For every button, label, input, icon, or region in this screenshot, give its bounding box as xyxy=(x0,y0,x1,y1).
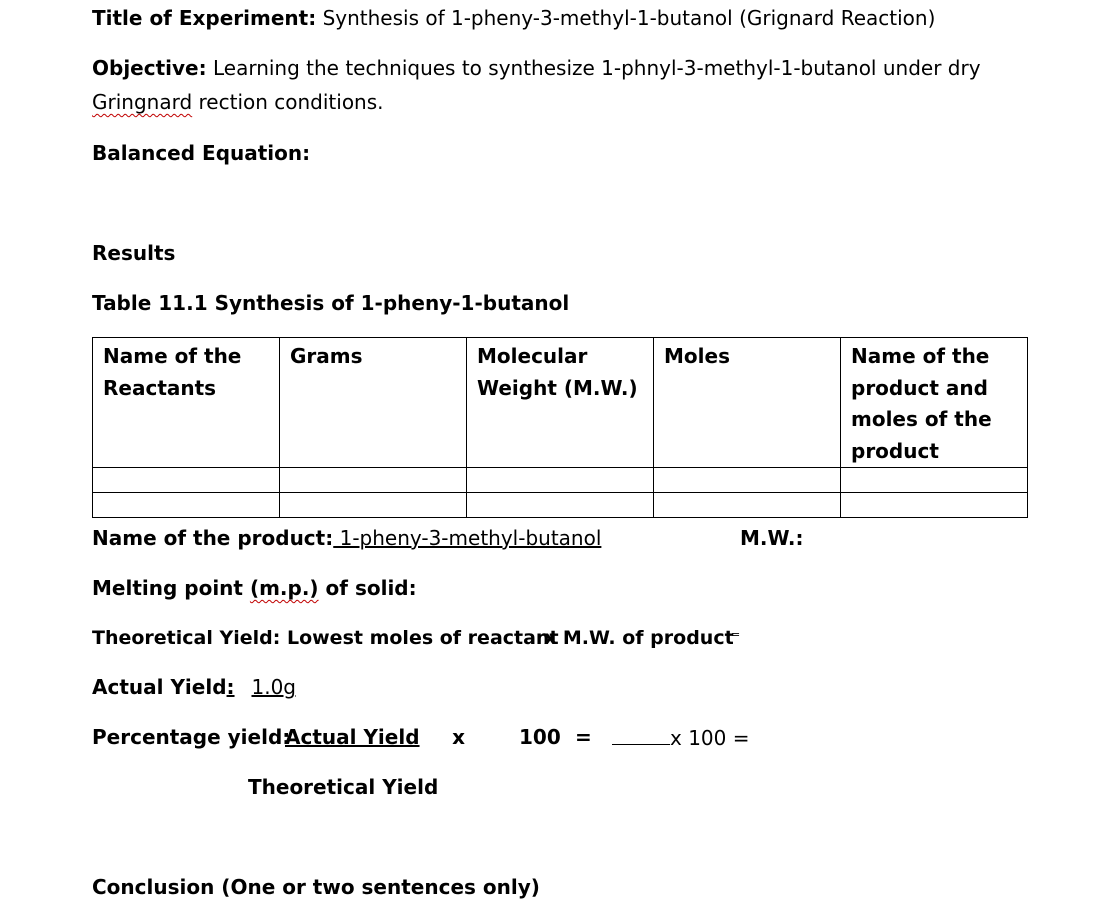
header-grams: Grams xyxy=(280,338,467,468)
objective-text-2: rection conditions. xyxy=(192,90,384,114)
product-value: 1-pheny-3-methyl-butanol xyxy=(333,526,602,550)
percentage-denominator: Theoretical Yield xyxy=(248,775,439,799)
objective-label: Objective: xyxy=(92,56,207,80)
percentage-yield-line xyxy=(92,724,290,750)
percentage-hundred: 100 xyxy=(519,725,561,749)
answer-blank[interactable] xyxy=(612,724,670,745)
objective-text-1: Learning the techniques to synthesize 1-phnyl-3-methyl-1-butanol under dry xyxy=(206,56,981,80)
title-value: Synthesis of 1-pheny-3-methyl-1-butanol (Grignard Reaction) xyxy=(316,6,936,30)
table-cell[interactable] xyxy=(280,468,467,493)
table-cell[interactable] xyxy=(654,468,841,493)
melting-point-line: Melting point (m.p.) of solid: xyxy=(92,576,417,600)
percentage-numerator: Actual Yield x xyxy=(285,725,465,749)
table-cell[interactable] xyxy=(467,468,654,493)
table-row xyxy=(93,468,1028,493)
conclusion-label: Conclusion (One or two sentences only) xyxy=(92,875,540,899)
theoretical-yield-equals: = xyxy=(731,628,741,641)
percentage-equals: = xyxy=(575,725,592,749)
theoretical-yield-times: x M.W. of product xyxy=(544,627,734,649)
table-cell[interactable] xyxy=(467,493,654,518)
product-label: Name of the product: xyxy=(92,526,334,550)
table-cell[interactable] xyxy=(841,493,1028,518)
percentage-numerator-wrap xyxy=(285,724,465,750)
results-heading: Results xyxy=(92,241,176,265)
header-molecular-weight: Molecular Weight (M.W.) xyxy=(467,338,654,468)
table-cell[interactable] xyxy=(841,468,1028,493)
header-moles: Moles xyxy=(654,338,841,468)
mp-abbreviation[interactable]: (m.p.) xyxy=(249,576,319,600)
objective-line-1 xyxy=(92,55,981,81)
mw-label: M.W.: xyxy=(740,526,804,550)
table-cell[interactable] xyxy=(93,493,280,518)
title-label: Title of Experiment: xyxy=(92,6,317,30)
table-cell[interactable] xyxy=(280,493,467,518)
percentage-blank xyxy=(612,724,749,751)
actual-yield-colon: : xyxy=(226,675,235,699)
header-product: Name of the product and moles of the product xyxy=(841,338,1028,468)
product-line xyxy=(92,525,601,551)
table-row xyxy=(93,493,1028,518)
table-caption: Table 11.1 Synthesis of 1-pheny-1-butanol xyxy=(92,291,570,315)
balanced-equation-label: Balanced Equation: xyxy=(92,141,311,165)
header-reactants: Name of the Reactants xyxy=(93,338,280,468)
actual-yield-line xyxy=(92,674,235,700)
table-header-row xyxy=(93,338,1028,468)
misspelled-word[interactable]: Gringnard xyxy=(92,90,193,114)
results-table xyxy=(92,337,1028,518)
table-cell[interactable] xyxy=(654,493,841,518)
actual-yield-value-wrap xyxy=(222,674,296,700)
percentage-x100: x 100 = xyxy=(670,726,750,750)
theoretical-yield-label: Theoretical Yield: Lowest moles of reactant xyxy=(92,627,559,649)
percentage-yield-label: Percentage yield: xyxy=(92,725,291,749)
objective-line-2 xyxy=(92,89,384,115)
actual-yield-value: 1.0g xyxy=(251,675,296,699)
actual-yield-label: Actual Yield xyxy=(92,675,227,699)
table-cell[interactable] xyxy=(93,468,280,493)
title-line xyxy=(92,5,935,31)
